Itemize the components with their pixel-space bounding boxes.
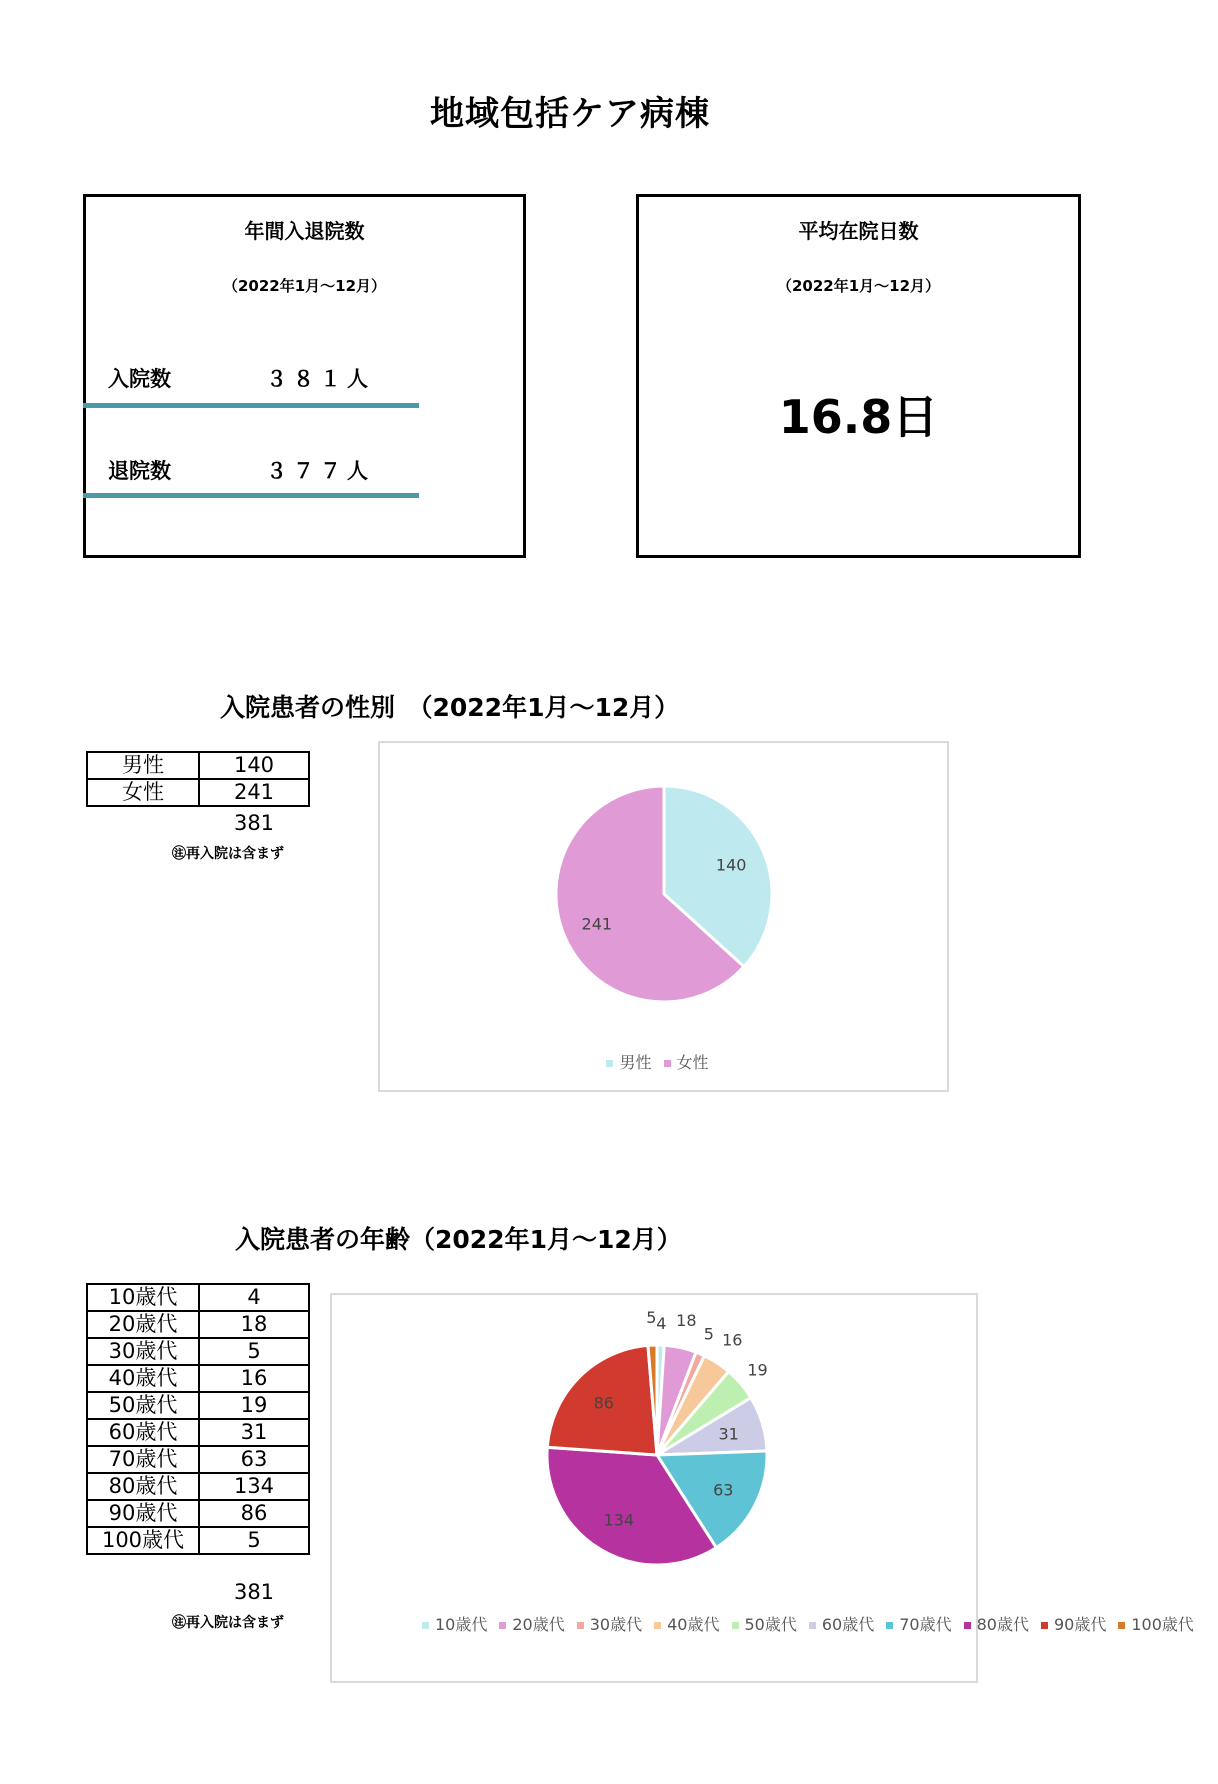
- table-row: [87, 1446, 309, 1473]
- table-cell-value: 4: [199, 1284, 309, 1311]
- gender-pie-chart-area: [378, 741, 949, 1092]
- legend-item-60歳代: [809, 1607, 874, 1642]
- legend-swatch: [732, 1622, 739, 1629]
- age-table: [86, 1283, 310, 1555]
- legend-item-70歳代: [886, 1607, 951, 1642]
- legend-item-男性: [606, 1050, 651, 1073]
- table-row: [87, 779, 309, 806]
- page-title: 地域包括ケア病棟: [430, 94, 710, 134]
- admitted-value: ３８１人: [266, 367, 374, 391]
- legend-item-40歳代: [654, 1607, 719, 1642]
- data-label-60歳代: 31: [718, 1424, 739, 1444]
- table-cell-label: 女性: [87, 779, 199, 806]
- data-label-80歳代: 134: [603, 1510, 635, 1530]
- legend-swatch: [499, 1622, 506, 1629]
- legend-label: 30歳代: [589, 1615, 643, 1634]
- legend-label: 80歳代: [976, 1615, 1029, 1634]
- table-cell-label: 30歳代: [87, 1338, 199, 1365]
- data-label-100歳代: 5: [646, 1308, 657, 1328]
- legend-label: 70歳代: [899, 1615, 952, 1634]
- legend-swatch: [1118, 1622, 1125, 1629]
- age-total: 381: [233, 1580, 275, 1604]
- table-cell-label: 100歳代: [87, 1527, 199, 1554]
- discharged-underline: [83, 493, 419, 498]
- legend-swatch: [964, 1622, 971, 1629]
- legend-swatch: [1041, 1622, 1048, 1629]
- data-label-女性: 241: [581, 914, 613, 934]
- age-pie-chart-area: [330, 1293, 1194, 1683]
- legend-label: 100歳代: [1131, 1615, 1194, 1634]
- data-label-30歳代: 5: [703, 1324, 714, 1344]
- legend-label: 60歳代: [821, 1615, 875, 1634]
- table-cell-value: 63: [199, 1446, 309, 1473]
- legend-item-女性: [664, 1050, 709, 1073]
- table-row: [87, 1311, 309, 1338]
- gender-pie-chart: [380, 743, 947, 1043]
- table-cell-label: 40歳代: [87, 1365, 199, 1392]
- gender-total: 381: [233, 811, 275, 835]
- table-row: [87, 1365, 309, 1392]
- data-label-10歳代: 4: [656, 1314, 667, 1334]
- legend-label: 40歳代: [667, 1615, 720, 1634]
- table-row: [87, 1392, 309, 1419]
- admissions-heading: 年間入退院数: [244, 219, 365, 243]
- legend-label: 50歳代: [744, 1615, 797, 1634]
- table-cell-label: 60歳代: [87, 1419, 199, 1446]
- table-row: [87, 1419, 309, 1446]
- table-row: [87, 752, 309, 779]
- table-cell-value: 241: [199, 779, 309, 806]
- table-cell-value: 86: [199, 1500, 309, 1527]
- admitted-underline: [83, 403, 419, 408]
- table-cell-value: 18: [199, 1311, 309, 1338]
- discharged-label: 退院数: [108, 459, 171, 483]
- discharged-value: ３７７人: [266, 459, 374, 483]
- average-stay-value: 16.8日: [778, 390, 939, 444]
- table-row: [87, 1284, 309, 1311]
- admissions-box: [83, 194, 526, 558]
- table-cell-label: 男性: [87, 752, 199, 779]
- table-row: [87, 1473, 309, 1500]
- table-row: [87, 1338, 309, 1365]
- gender-note: ㊟再入院は含まず: [172, 846, 284, 862]
- data-label-50歳代: 19: [747, 1360, 768, 1380]
- age-note: ㊟再入院は含まず: [172, 1615, 284, 1631]
- legend-item-90歳代: [1041, 1607, 1106, 1642]
- table-cell-value: 5: [199, 1338, 309, 1365]
- data-label-40歳代: 16: [722, 1330, 743, 1350]
- legend-swatch: [577, 1622, 584, 1629]
- data-label-90歳代: 86: [593, 1393, 614, 1413]
- legend-swatch: [422, 1622, 429, 1629]
- data-label-男性: 140: [715, 855, 747, 875]
- table-cell-value: 19: [199, 1392, 309, 1419]
- legend-item-100歳代: [1118, 1607, 1194, 1642]
- legend-label: 90歳代: [1054, 1615, 1107, 1634]
- legend-swatch: [664, 1060, 671, 1067]
- age-section-title: 入院患者の年齢（2022年1月～12月）: [235, 1225, 682, 1254]
- table-cell-value: 5: [199, 1527, 309, 1554]
- age-legend: [332, 1607, 1194, 1642]
- table-cell-value: 134: [199, 1473, 309, 1500]
- legend-item-30歳代: [577, 1607, 642, 1642]
- table-cell-label: 50歳代: [87, 1392, 199, 1419]
- table-row: [87, 1500, 309, 1527]
- legend-label: 10歳代: [435, 1615, 488, 1634]
- table-cell-label: 70歳代: [87, 1446, 199, 1473]
- legend-swatch: [886, 1622, 893, 1629]
- table-cell-label: 10歳代: [87, 1284, 199, 1311]
- admissions-period: （2022年1月～12月）: [222, 277, 387, 295]
- table-cell-label: 80歳代: [87, 1473, 199, 1500]
- age-pie-chart: [332, 1295, 976, 1605]
- legend-label: 女性: [676, 1053, 709, 1072]
- table-cell-value: 140: [199, 752, 309, 779]
- admitted-label: 入院数: [108, 367, 171, 391]
- legend-item-80歳代: [964, 1607, 1029, 1642]
- table-cell-label: 20歳代: [87, 1311, 199, 1338]
- gender-table: [86, 751, 310, 807]
- average-stay-period: （2022年1月～12月）: [776, 277, 941, 295]
- table-row: [87, 1527, 309, 1554]
- gender-section-title: 入院患者の性別 （2022年1月～12月）: [220, 693, 680, 722]
- table-cell-label: 90歳代: [87, 1500, 199, 1527]
- legend-item-50歳代: [732, 1607, 797, 1642]
- data-label-20歳代: 18: [676, 1311, 697, 1331]
- gender-legend: [380, 1050, 947, 1073]
- legend-swatch: [606, 1060, 613, 1067]
- table-cell-value: 16: [199, 1365, 309, 1392]
- legend-item-20歳代: [499, 1607, 564, 1642]
- legend-swatch: [809, 1622, 816, 1629]
- average-stay-box: [636, 194, 1081, 558]
- legend-swatch: [654, 1622, 661, 1629]
- legend-item-10歳代: [422, 1607, 487, 1642]
- data-label-70歳代: 63: [713, 1480, 734, 1500]
- legend-label: 20歳代: [512, 1615, 565, 1634]
- legend-label: 男性: [619, 1053, 652, 1072]
- average-stay-heading: 平均在院日数: [798, 219, 919, 243]
- table-cell-value: 31: [199, 1419, 309, 1446]
